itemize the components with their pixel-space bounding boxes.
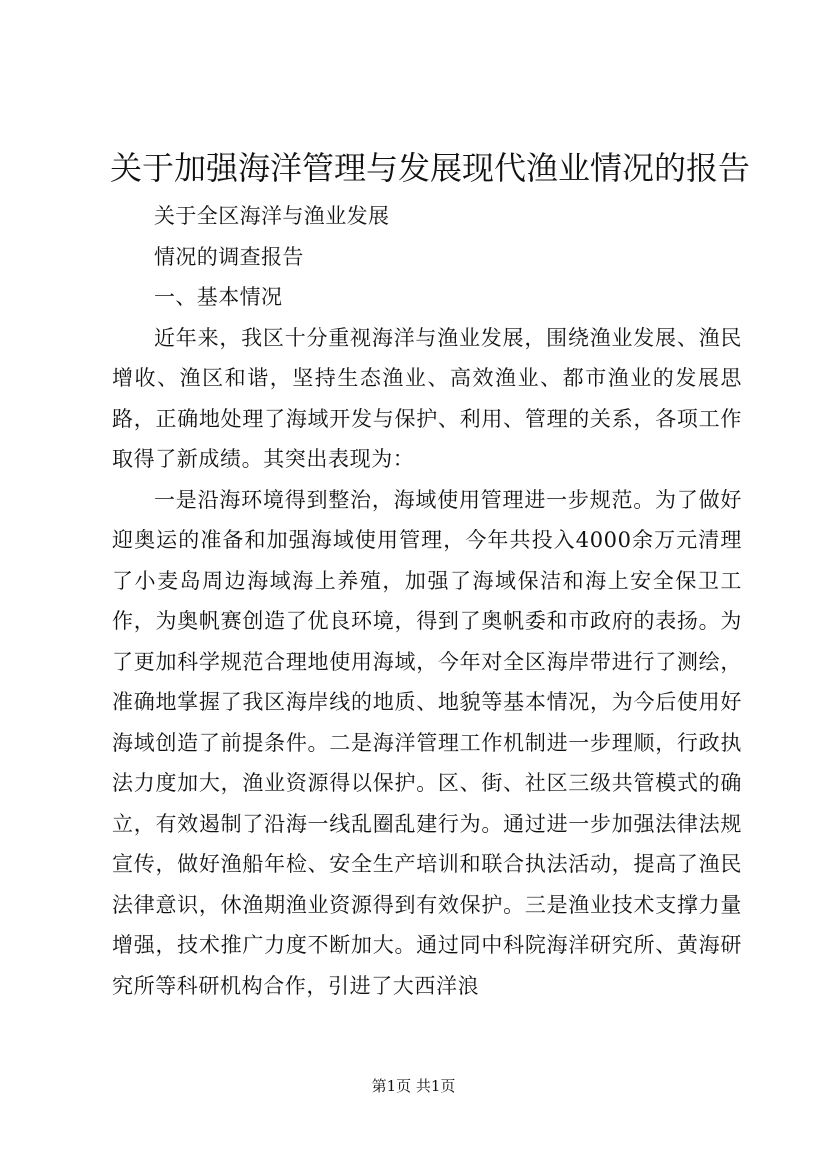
paragraph-details: 一是沿海环境得到整治，海域使用管理进一步规范。为了做好迎奥运的准备和加强海域使用管理，今年共投入4000余万元清理了小麦岛周边海域海上养殖，加强了海域保洁和海上安全保卫工作，为奥帆赛创造了优良环境，得到了奥帆委和市政府的表扬。为了更加科学规范合理地使用海域，今年对全区海岸带进行了测绘，准确地掌握了我区海岸线的地质、地貌等基本情况，为今后使用好海域创造了前提条件。二是海洋管理工作机制进一步理顺，行政执法力度加大，渔业资源得以保护。区、街、社区三级共管模式的确立，有效遏制了沿海一线乱圈乱建行为。通过进一步加强法律法规宣传，做好渔船年检、安全生产培训和联合执法活动，提高了渔民法律意识，休渔期渔业资源得到有效保护。三是渔业技术支撑力量增强，技术推广力度不断加大。通过同中科院海洋研究所、黄海研究所等科研机构合作，引进了大西洋浪 — [112, 487, 742, 998]
subtitle-line-2: 情况的调查报告 — [154, 244, 304, 269]
page-number-footer: 第1页 共1页 — [371, 1077, 456, 1095]
paragraph-intro: 近年来，我区十分重视海洋与渔业发展，围绕渔业发展、渔民增收、渔区和谐，坚持生态渔业、高效渔业、都市渔业的发展思路，正确地处理了海域开发与保护、利用、管理的关系，各项工作取得了新成绩。其突出表现为： — [112, 325, 742, 471]
document-body — [112, 196, 742, 1006]
document-title: 关于加强海洋管理与发展现代渔业情况的报告 — [110, 149, 751, 187]
section-heading: 一、基本情况 — [154, 285, 283, 309]
subtitle-line-1: 关于全区海洋与渔业发展 — [154, 204, 390, 228]
